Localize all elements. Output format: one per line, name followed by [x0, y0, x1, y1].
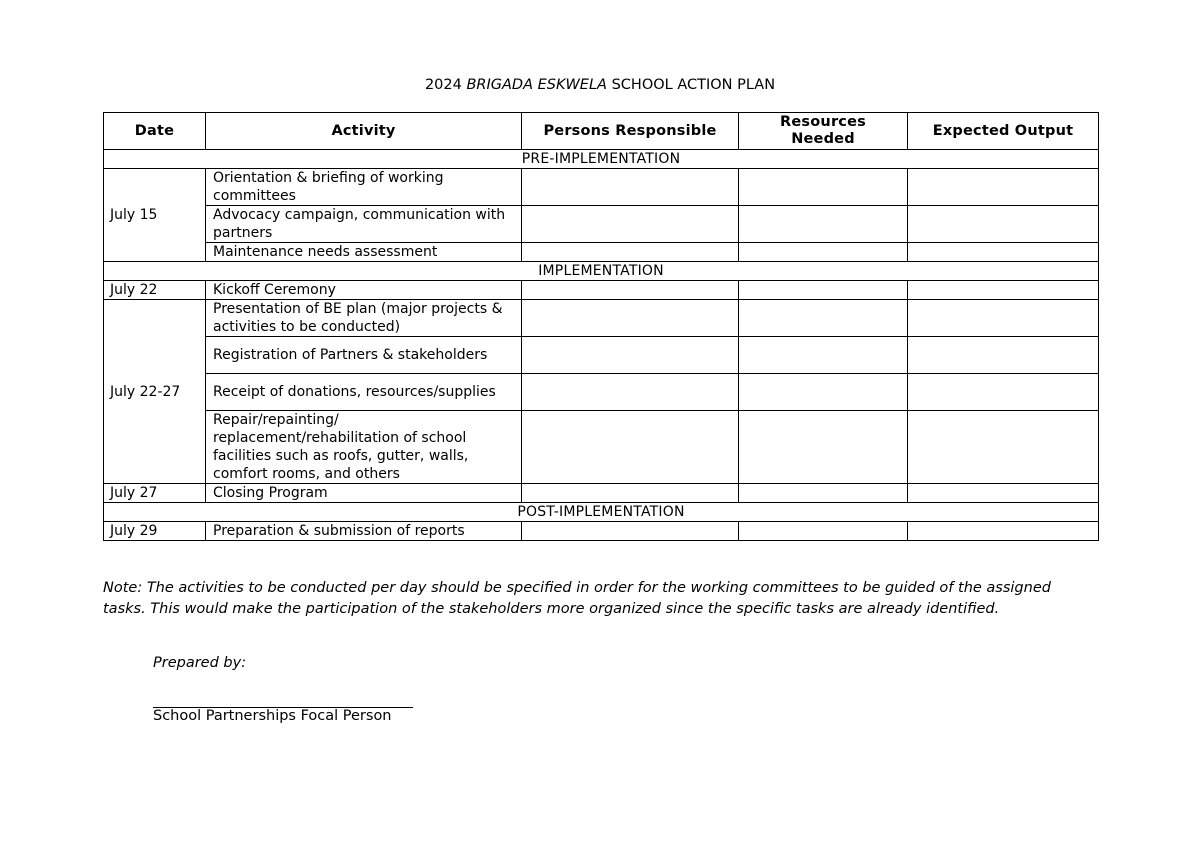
table-row [104, 337, 1099, 374]
date-cell: July 15 [104, 169, 206, 262]
output-cell [908, 522, 1099, 541]
resources-cell [739, 281, 908, 300]
table-row [104, 281, 1099, 300]
activity-cell: Registration of Partners & stakeholders [206, 337, 522, 374]
activity-cell: Presentation of BE plan (major projects & activities to be conducted) [206, 300, 522, 337]
activity-cell: Receipt of donations, resources/supplies [206, 374, 522, 411]
title-year: 2024 [424, 77, 462, 93]
activity-cell: Advocacy campaign, communication with partners [206, 206, 522, 243]
output-cell [908, 337, 1099, 374]
table-row [104, 484, 1099, 503]
header-resources-line2: Needed [791, 131, 855, 147]
persons-cell [522, 411, 739, 484]
persons-cell [522, 169, 739, 206]
resources-cell [739, 411, 908, 484]
activity-cell: Preparation & submission of reports [206, 522, 522, 541]
section-label-pre: PRE-IMPLEMENTATION [104, 150, 1099, 169]
signatory-role: School Partnerships Focal Person [153, 708, 392, 724]
title-program: BRIGADA ESKWELA [466, 77, 607, 93]
persons-cell [522, 243, 739, 262]
persons-cell [522, 300, 739, 337]
resources-cell [739, 243, 908, 262]
table-row [104, 169, 1099, 206]
resources-cell [739, 522, 908, 541]
resources-cell [739, 300, 908, 337]
output-cell [908, 484, 1099, 503]
output-cell [908, 206, 1099, 243]
table-row [104, 300, 1099, 337]
title-suffix: SCHOOL ACTION PLAN [611, 77, 776, 93]
section-label-post: POST-IMPLEMENTATION [104, 503, 1099, 522]
table-header-row [104, 113, 1099, 150]
date-cell: July 27 [104, 484, 206, 503]
activity-cell: Orientation & briefing of working committees [206, 169, 522, 206]
output-cell [908, 374, 1099, 411]
section-row-post [104, 503, 1099, 522]
table-row [104, 243, 1099, 262]
output-cell [908, 243, 1099, 262]
persons-cell [522, 522, 739, 541]
section-row-implementation [104, 262, 1099, 281]
resources-cell [739, 169, 908, 206]
section-label-implementation: IMPLEMENTATION [104, 262, 1099, 281]
header-resources-needed [739, 113, 908, 150]
header-persons-responsible: Persons Responsible [522, 113, 739, 150]
persons-cell [522, 374, 739, 411]
table-row [104, 411, 1099, 484]
activity-cell: Maintenance needs assessment [206, 243, 522, 262]
resources-cell [739, 374, 908, 411]
date-cell: July 29 [104, 522, 206, 541]
table-row [104, 206, 1099, 243]
table-row [104, 522, 1099, 541]
persons-cell [522, 484, 739, 503]
header-date: Date [104, 113, 206, 150]
output-cell [908, 169, 1099, 206]
header-activity: Activity [206, 113, 522, 150]
output-cell [908, 411, 1099, 484]
prepared-by-label: Prepared by: [153, 655, 247, 671]
section-row-pre [104, 150, 1099, 169]
activity-cell: Kickoff Ceremony [206, 281, 522, 300]
header-resources-line1: Resources [780, 114, 866, 130]
resources-cell [739, 484, 908, 503]
table-row [104, 374, 1099, 411]
note-paragraph: Note: The activities to be conducted per day should be specified in order for the working committees to be guided of the assigned tasks. This would make the participation of the stakeholders more organized since the specific tasks are already identified. [103, 580, 1051, 617]
activity-cell: Repair/repainting/ replacement/rehabilitation of school facilities such as roofs, gutter, walls, comfort rooms, and others [206, 411, 522, 484]
persons-cell [522, 337, 739, 374]
resources-cell [739, 206, 908, 243]
output-cell [908, 300, 1099, 337]
date-cell: July 22 [104, 281, 206, 300]
document-title [0, 76, 1200, 94]
persons-cell [522, 206, 739, 243]
activity-cell: Closing Program [206, 484, 522, 503]
output-cell [908, 281, 1099, 300]
date-cell: July 22-27 [104, 300, 206, 484]
resources-cell [739, 337, 908, 374]
persons-cell [522, 281, 739, 300]
action-plan-table [103, 112, 1099, 541]
header-expected-output: Expected Output [908, 113, 1099, 150]
